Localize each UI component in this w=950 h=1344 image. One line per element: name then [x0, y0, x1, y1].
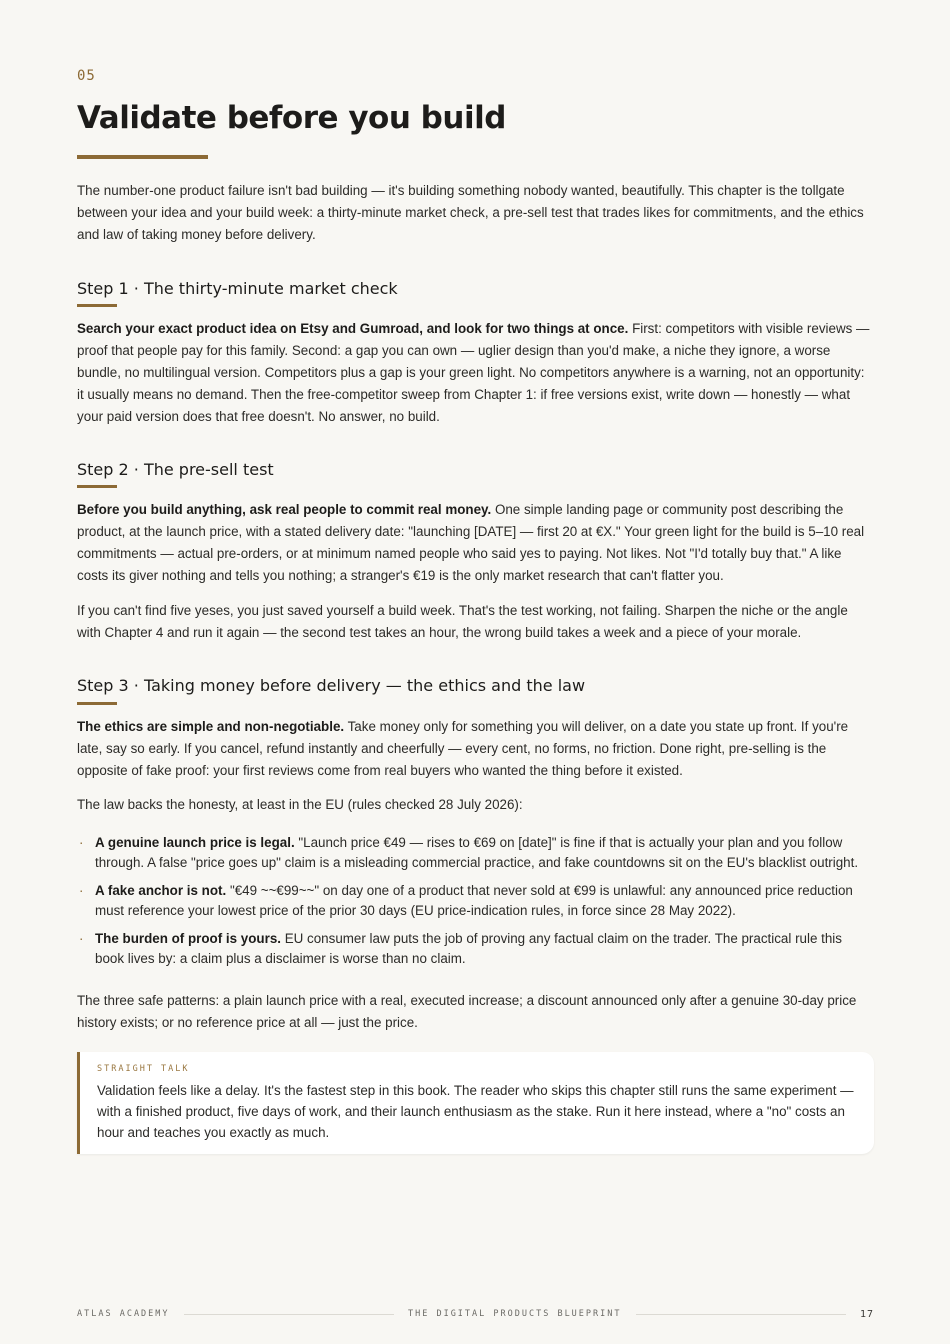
- step1-heading: Step 1 · The thirty-minute market check: [77, 279, 398, 298]
- bullet-lead: A fake anchor is not.: [95, 883, 227, 898]
- footer-divider: [184, 1314, 394, 1315]
- callout-label: STRAIGHT TALK: [97, 1064, 190, 1074]
- callout-text: Validation feels like a delay. It's the fastest step in this book. The reader who skips this chapter still runs the same experiment — with a finished product, five days of work, and their launch enthusiasm as the stake. Run it here instead, where a "no" costs an hour and teaches you exactly as much.: [97, 1083, 854, 1140]
- step1-lead: Search your exact product idea on Etsy and Gumroad, and look for two things at once.: [77, 321, 629, 336]
- step1-paragraph: [77, 318, 874, 428]
- step1-underline: [77, 304, 117, 307]
- page-number: 17: [859, 1308, 875, 1320]
- footer-divider: [636, 1314, 846, 1315]
- chapter-intro: The number-one product failure isn't bad building — it's building something nobody wanted, beautifully. This chapter is the tollgate between your idea and your build week: a thirty-minute market check, a pre-sell test that trades likes for commitments, and the ethics and law of taking money before delivery.: [77, 183, 864, 242]
- list-item: [77, 833, 874, 873]
- chapter-number: 05: [77, 68, 96, 84]
- step3-body: Take money only for something you will deliver, on a date you state up front. If you're late, say so early. If you cancel, refund instantly and cheerfully — every cent, no forms, no friction. Done right, pre-selling is the opposite of fake proof: your first reviews come from real buyers who wanted the thing before it existed.: [77, 719, 849, 778]
- straight-talk-callout: [77, 1052, 874, 1154]
- law-bullet-list: [77, 833, 874, 977]
- list-item: [77, 881, 874, 921]
- step3-underline: [77, 702, 117, 705]
- bullet-lead: A genuine launch price is legal.: [95, 835, 295, 850]
- step3-lead: The ethics are simple and non-negotiable.: [77, 719, 345, 734]
- step2-underline: [77, 485, 117, 488]
- bullet-text: "Launch price €49 — rises to €69 on [date]" is fine if that is actually your plan and you follow through. A false "price goes up" claim is a misleading commercial practice, and fake countdowns sit on the EU's blacklist outright.: [95, 835, 859, 870]
- step2-lead: Before you build anything, ask real people to commit real money.: [77, 502, 492, 517]
- step2-paragraph: [77, 499, 874, 587]
- bullet-text: "€49 ~~€99~~" on day one of a product that never sold at €99 is unlawful: any announced price reduction must reference your lowest price of the prior 30 days (EU price-indication rules, in force since 28 May 2022).: [95, 883, 853, 918]
- step3-heading: Step 3 · Taking money before delivery — the ethics and the law: [77, 676, 586, 695]
- law-intro: The law backs the honesty, at least in the EU (rules checked 28 July 2026):: [77, 797, 523, 812]
- step2-heading: Step 2 · The pre-sell test: [77, 460, 274, 479]
- footer-book-title: THE DIGITAL PRODUCTS BLUEPRINT: [407, 1309, 622, 1319]
- bullet-text: EU consumer law puts the job of proving any factual claim on the trader. The practical rule this book lives by: a claim plus a disclaimer is worse than no claim.: [95, 931, 842, 966]
- title-underline: [77, 155, 208, 159]
- safe-patterns-paragraph: The three safe patterns: a plain launch price with a real, executed increase; a discount announced only after a genuine 30-day price history exists; or no reference price at all — just the price.: [77, 993, 857, 1030]
- step2-body: One simple landing page or community post describing the product, at the launch price, with a stated delivery date: "launching [DATE] — first 20 at €X." Your green light for the build is 5–10 real commitments — actual pre-orders, or at minimum named people who said yes to paying. Not likes. Not "I'd totally buy that." A like costs its giver nothing and tells you nothing; a stranger's €19 is the only market research that can't flatter you.: [77, 502, 865, 583]
- step1-body: First: competitors with visible reviews — proof that people pay for this family. Second: a gap you can own — uglier design than you'd make, a niche they ignore, a worse bundle, no multilingual version. Competitors plus a gap is your green light. No competitors anywhere is a warning, not an opportunity: it usually means no demand. Then the free-competitor sweep from Chapter 1: if free versions exist, write down — honestly — what your paid version does that free doesn't. No answer, no build.: [77, 321, 870, 424]
- bullet-dot-icon: ·: [79, 931, 84, 946]
- chapter-title: Validate before you build: [77, 100, 506, 136]
- footer-brand: ATLAS ACADEMY: [77, 1309, 170, 1319]
- list-item: [77, 929, 874, 969]
- step3-paragraph: [77, 716, 874, 782]
- bullet-dot-icon: ·: [79, 835, 84, 850]
- step2-paragraph-2: If you can't find five yeses, you just saved yourself a build week. That's the test working, not failing. Sharpen the niche or the angle with Chapter 4 and run it again — the second test takes an hour, the wrong build takes a week and a piece of your morale.: [77, 603, 848, 640]
- page-footer: [77, 1306, 874, 1322]
- bullet-lead: The burden of proof is yours.: [95, 931, 281, 946]
- bullet-dot-icon: ·: [79, 883, 84, 898]
